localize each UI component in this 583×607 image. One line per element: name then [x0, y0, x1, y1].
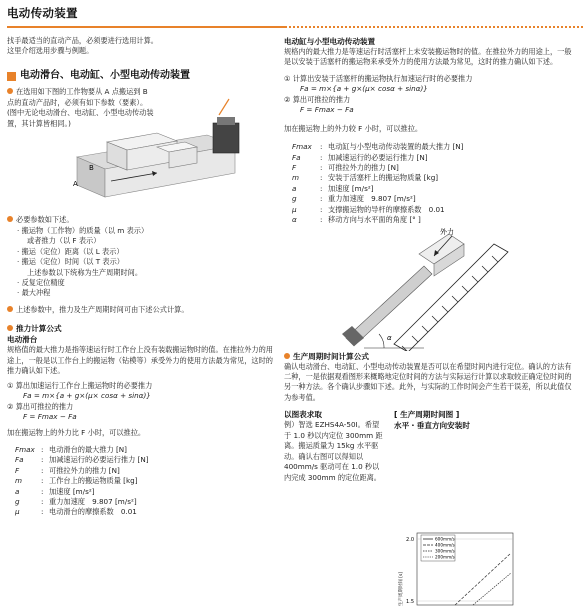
- step-1: ① 算出加速运行工作台上搬运物时的必要推力: [7, 380, 153, 390]
- calc-note: 上述参数中，推力及生产周期时间可由下述公式计算。: [7, 305, 275, 315]
- var-desc: 移动方向与水平面的角度 [° ]: [328, 215, 421, 225]
- var-symbol: m: [15, 476, 23, 486]
- check-text: 加在搬运物上的外力比 F 小时，可以推拉。: [7, 428, 146, 438]
- slide-text: 规格值的最大推力是指等速运行时工作台上没有装载搬运物时的值。在推拉外力的用途上，一般是以工作台上的搬运物（钻模等）承受外力的使用方法最为常见，这时的推力确认如下述。: [7, 345, 273, 376]
- point-b-label: B: [89, 164, 94, 173]
- step-2: ② 算出可推拉的推力: [284, 94, 351, 104]
- param-item: · 最大冲程: [17, 288, 51, 298]
- angle-label: α: [387, 333, 392, 342]
- cycle-time-chart-svg: [395, 527, 515, 607]
- slider-figure-block: [7, 87, 275, 215]
- var-desc: 可推拉外力的推力 [N]: [49, 465, 120, 475]
- var-symbol: μ: [15, 507, 20, 517]
- bullet-dot-icon: [284, 353, 290, 359]
- params-title: 必要参数如下述。: [7, 215, 275, 225]
- bullet-dot-icon: [7, 325, 13, 331]
- var-symbol: Fmax: [15, 444, 35, 454]
- section-intro: 在选用如下图的工作物要从 A 点搬运到 B 点的直动产品时，必须有如下参数（要素）。(图中无论电动滑台、电动缸、小型电动传动装置，其计算皆相同。): [7, 87, 154, 128]
- formula-1: Fa = m×{a + g×(μ× cosα + sinα)}: [23, 391, 151, 401]
- section-square-icon: [7, 72, 16, 81]
- chart-y-tick-label: 2.0: [406, 537, 414, 543]
- step-2: ② 算出可推拉的推力: [7, 401, 74, 411]
- check-text: 加在搬运物上的外力较 F 小时，可以推拉。: [284, 123, 423, 133]
- var-desc: 重力加速度 9.807 [m/s²]: [328, 194, 416, 204]
- intro-line-2: 这里介绍选用步骤与例题。: [7, 46, 94, 56]
- var-symbol: m: [292, 173, 300, 183]
- section-title: [7, 69, 275, 84]
- var-symbol: g: [292, 194, 297, 204]
- param-item: 上述参数以下统称为生产周期时间。: [27, 267, 143, 277]
- chart-y-tick-label: 1.5: [406, 599, 414, 605]
- cycle-text: 确认电动滑台、电动缸、小型电动传动装置是否可以在希望时间内进行定位。确认的方法有二种，一是依据观看图形来概略地定位时间的方法与实际运行计算以求取较正确定位时间的另一种方法。各个确认步骤如下述。此外，与实际的工作时间会产生若干误差，所以此值仅为参考值。: [284, 361, 572, 402]
- chart-heading-1: [ 生产周期时间图 ]: [394, 410, 460, 420]
- page-title: 电动传动装置: [7, 6, 78, 20]
- chart-heading-2: 水平・垂直方向安装时: [394, 421, 470, 431]
- params-list: [7, 226, 275, 299]
- cycle-time-chart: [395, 527, 515, 607]
- bullet-dot-icon: [7, 216, 13, 222]
- var-symbol: α: [292, 215, 297, 225]
- variable-list: Fmax : 电动滑台的最大推力 [N] Fa : 加减速运行的必要运行推力 [N] F : 可推拉外力的推力 [N] m : 工作台上的搬运物质量 [kg] a : 加速度 [m/s²] g : 重力加速度 9.807 [m/s²] μ : 电动滑台的摩擦系数 0.01: [7, 445, 275, 518]
- var-symbol: μ: [292, 204, 297, 214]
- var-desc: 可推拉外力的推力 [N]: [328, 162, 399, 172]
- param-item: · 搬运（定位）时间（以 T 表示）: [17, 257, 124, 267]
- param-item: · 反复定位精度: [17, 278, 65, 287]
- var-desc: 加减速运行的必要运行推力 [N]: [328, 152, 428, 162]
- page-header: [0, 0, 583, 30]
- slide-title: 电动滑台: [7, 335, 38, 345]
- chart-legend-label: 200mm/s: [435, 554, 455, 560]
- example-head: 以图表求取: [284, 410, 322, 420]
- left-column: [7, 36, 275, 518]
- step-1: ① 计算出安装于活塞杆的搬运物执行加速运行时的必要推力: [284, 73, 473, 83]
- formula-2: F = Fmax − Fa: [23, 411, 77, 421]
- chart-y-axis-label: 生产周期时间 [s]: [399, 571, 404, 607]
- cycle-title: 生产周期时间计算公式: [284, 351, 576, 362]
- example-text: 例）智选 EZHS4A-50I。希望于 1.0 秒以内定位 300mm 距离。搬运质量为 15kg 水平驱动。确认右图可以得知以 400mm/s 驱动可在 1.0 秒以内完成 300mm 的定位距离。: [284, 420, 383, 482]
- var-symbol: g: [15, 497, 20, 506]
- external-force-label: 外力: [440, 227, 454, 236]
- var-symbol: a: [292, 183, 297, 193]
- param-item: · 搬运物（工作物）的质量（以 m 表示）: [17, 225, 149, 235]
- param-item: 或者推力（以 F 表示）: [27, 236, 101, 246]
- var-symbol: F: [292, 162, 297, 172]
- var-desc: 加减速运行的必要运行推力 [N]: [49, 455, 149, 465]
- cylinder-illustration: [284, 226, 576, 351]
- thrust-title: 推力计算公式: [7, 323, 275, 334]
- var-symbol: F: [15, 465, 20, 475]
- chart-legend-label: 600mm/s: [435, 536, 455, 542]
- var-symbol: a: [15, 486, 20, 496]
- right-column: [284, 36, 576, 483]
- var-symbol: Fmax: [292, 142, 312, 152]
- intro-line-1: 找手最适当的直动产品，必须要进行选用计算。: [7, 36, 158, 45]
- chart-legend-label: 400mm/s: [435, 542, 455, 548]
- title-dotted-rule: [285, 26, 583, 28]
- var-desc: 安装于活塞杆上的搬运物质量 [kg]: [328, 173, 439, 183]
- var-symbol: Fa: [292, 152, 301, 162]
- title-underline: [7, 26, 285, 28]
- var-symbol: Fa: [15, 455, 24, 465]
- var-desc: 加速度 [m/s²]: [328, 183, 374, 193]
- bullet-dot-icon: [7, 306, 13, 312]
- var-desc: 工作台上的搬运物质量 [kg]: [49, 476, 138, 486]
- cylinder-figure: [284, 226, 576, 351]
- example-block: [284, 409, 576, 483]
- slider-illustration: [7, 87, 275, 215]
- formula-1: Fa = m×{a + g×(μ× cosα + sinα)}: [300, 84, 428, 94]
- var-desc: 重力加速度 9.807 [m/s²]: [49, 497, 137, 506]
- var-desc: 电动缸与小型电动传动装置的最大推力 [N]: [328, 142, 464, 152]
- param-item: · 搬运（定位）距离（以 L 表示）: [17, 246, 124, 256]
- point-a-label: A: [73, 180, 78, 189]
- variable-list: Fmax : 电动缸与小型电动传动装置的最大推力 [N] Fa : 加减速运行的必要运行推力 [N] F : 可推拉外力的推力 [N] m : 安装于活塞杆上的搬运物质量 [kg] a : 加速度 [m/s²] g : 重力加速度 9.807 [m/s²] μ : 支撑搬运物的导杆的摩擦系数 0.01 α : 移动方向与水平面的角度 [° ]: [284, 142, 576, 226]
- cylinder-title: 电动缸与小型电动传动装置: [284, 37, 376, 46]
- var-desc: 加速度 [m/s²]: [49, 486, 95, 496]
- section-title-text: 电动滑台、电动缸、小型电动传动装置: [20, 69, 190, 81]
- var-desc: 支撑搬运物的导杆的摩擦系数 0.01: [328, 204, 445, 214]
- cylinder-text: 规格内的最大推力是等速运行时活塞杆上未安装搬运物时的值。在推拉外力的用途上，一般是以安装于活塞杆的搬运物来承受外力的使用方法最为常见，这时的推力确认如下述。: [284, 47, 572, 67]
- var-desc: 电动滑台的摩擦系数 0.01: [49, 507, 137, 517]
- chart-legend-label: 300mm/s: [435, 548, 455, 554]
- var-desc: 电动滑台的最大推力 [N]: [49, 444, 127, 454]
- formula-2: F = Fmax − Fa: [300, 105, 354, 115]
